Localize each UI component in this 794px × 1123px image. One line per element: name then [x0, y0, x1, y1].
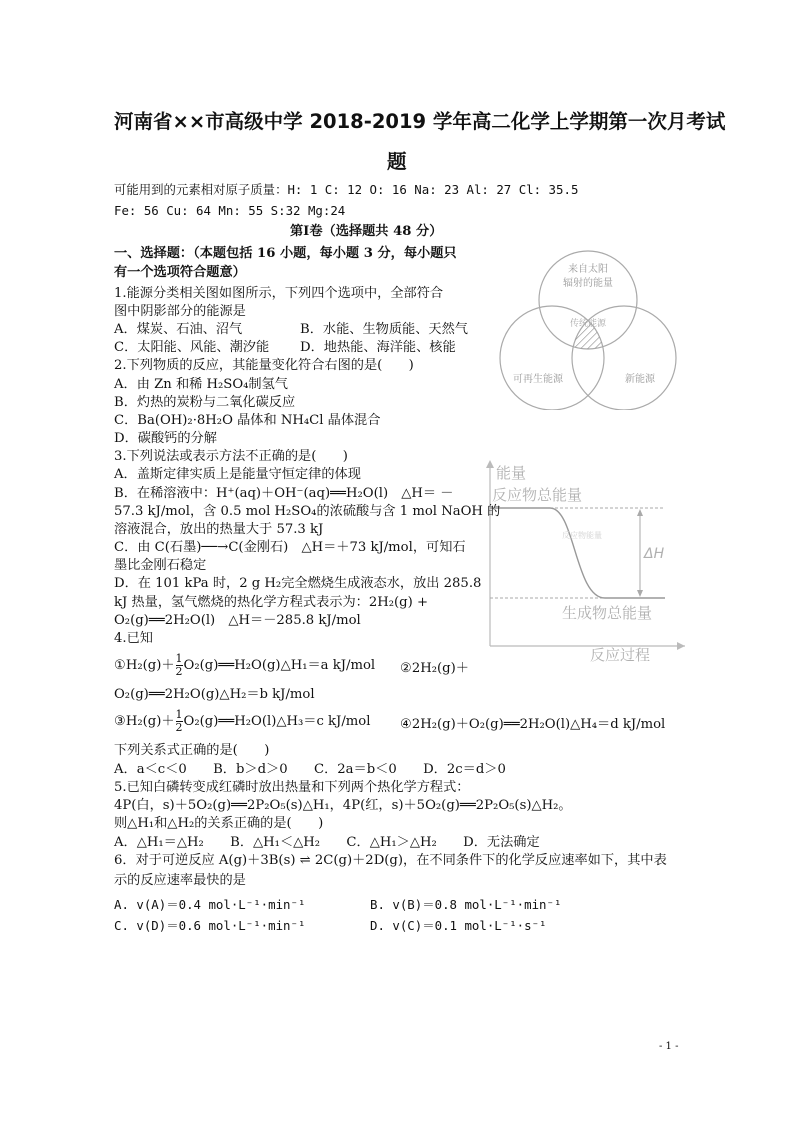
q1-stem-continued: 图中阴影部分的能源是: [114, 304, 246, 319]
q2-option-b: B．灼热的炭粉与二氧化碳反应: [114, 395, 296, 410]
q1-option-c: C．太阳能、风能、潮汐能: [114, 340, 270, 355]
venn-top-label: 来自太阳: [568, 264, 608, 275]
q2-option-c: C．Ba(OH)₂·8H₂O 晶体和 NH₄Cl 晶体混合: [114, 413, 381, 428]
energy-profile-diagram: [480, 456, 690, 666]
q3-option-b-line3: 溶液混合，放出的热量大于 57.3 kJ: [114, 522, 324, 537]
q4-question: 下列关系式正确的是( ): [114, 743, 270, 758]
energy-venn-diagram: [488, 250, 688, 410]
q5-question: 则△H₁和△H₂的关系正确的是( ): [114, 816, 324, 831]
q1-stem: 1.能源分类相关图如图所示，下列四个选项中，全部符合: [114, 286, 444, 301]
q4-eq1-part-a: ①H₂(g)＋: [114, 658, 175, 673]
venn-center-label: 传统能源: [569, 319, 607, 329]
q3-option-a: A．盖斯定律实质上是能量守恒定律的体现: [114, 467, 361, 482]
curve-label: 反应物能量: [562, 531, 602, 540]
fraction-one-half: [176, 653, 183, 678]
q4-eq3-part-b: O₂(g)══H₂O(l)△H₃＝c kJ/mol: [183, 714, 371, 729]
page-title: 河南省××市高级中学 2018-2019 学年高二化学上学期第一次月考试: [114, 110, 726, 133]
venn-top-label-2: 辐射的能量: [563, 278, 613, 289]
q4-equation-2-continued: O₂(g)══2H₂O(g)△H₂＝b kJ/mol: [114, 687, 315, 702]
q6-stem-continued: 示的反应速率最快的是: [114, 873, 246, 888]
q4-equation-1: [114, 653, 375, 678]
q2-option-d: D．碳酸钙的分解: [114, 431, 217, 446]
q4-equation-4: ④2H₂(g)＋O₂(g)══2H₂O(l)△H₄＝d kJ/mol: [400, 717, 666, 732]
section-title: 第Ⅰ卷（选择题共 48 分）: [290, 224, 443, 239]
q2-option-a: A．由 Zn 和稀 H₂SO₄制氢气: [114, 377, 288, 392]
q1-option-a: A．煤炭、石油、沼气: [114, 322, 243, 337]
fraction-one-half: [176, 709, 183, 734]
atomic-masses-line1: 可能用到的元素相对原子质量：H: 1 C: 12 O: 16 Na: 23 Al: 27 Cl: 35.5: [114, 182, 579, 197]
product-energy-label: 生成物总能量: [562, 604, 653, 622]
section-heading: 一、选择题：（本题包括 16 小题，每小题 3 分，每小题只: [114, 246, 457, 261]
q4-stem: 4.已知: [114, 631, 153, 646]
page-number: - 1 -: [659, 1041, 679, 1052]
reaction-progress-label: 反应过程: [590, 646, 651, 664]
q4-eq1-part-b: O₂(g)══H₂O(g)△H₁＝a kJ/mol: [183, 658, 376, 673]
venn-left-label: 可再生能源: [513, 374, 563, 385]
q2-stem: 2.下列物质的反应，其能量变化符合右图的是( ): [114, 358, 414, 373]
energy-axis-label: 能量: [496, 464, 527, 482]
q6-option-c: C. v(D)＝0.6 mol·L⁻¹·min⁻¹: [114, 918, 306, 933]
q5-equations: 4P(白，s)＋5O₂(g)══2P₂O₅(s)△H₁，4P(红，s)＋5O₂(g)══2P₂O₅(s)△H₂。: [114, 798, 572, 813]
q4-equation-3: [114, 709, 370, 734]
q3-option-c: C．由 C(石墨)──→C(金刚石) △H＝＋73 kJ/mol，可知石: [114, 540, 466, 555]
q3-option-d-line2: kJ 热量，氢气燃烧的热化学方程式表示为：2H₂(g) +: [114, 595, 428, 610]
q1-option-d: D．地热能、海洋能、核能: [300, 340, 456, 355]
q4-eq3-part-a: ③H₂(g)＋: [114, 714, 175, 729]
q3-option-b-line2: 57.3 kJ/mol，含 0.5 mol H₂SO₄的浓硫酸与含 1 mol NaOH 的: [114, 504, 501, 519]
section-heading-continued: 有一个选项符合题意）: [114, 265, 246, 280]
fraction-numerator: 1: [175, 708, 183, 721]
fraction-numerator: 1: [175, 652, 183, 665]
venn-right-label: 新能源: [625, 374, 655, 385]
q3-option-d-line3: O₂(g)══2H₂O(l) △H＝－285.8 kJ/mol: [114, 613, 361, 628]
q4-equation-2: ②2H₂(g)＋: [400, 661, 469, 676]
fraction-denominator: 2: [175, 721, 183, 734]
q4-options: A．a＜c＜0 B．b＞d＞0 C．2a＝b＜0 D．2c＝d＞0: [114, 762, 506, 777]
atomic-masses-line2: Fe: 56 Cu: 64 Mn: 55 S:32 Mg:24: [114, 203, 346, 218]
q6-option-b: B. v(B)＝0.8 mol·L⁻¹·min⁻¹: [370, 897, 562, 912]
q3-option-d: D．在 101 kPa 时，2 g H₂完全燃烧生成液态水，放出 285.8: [114, 576, 482, 591]
q3-option-b: B．在稀溶液中：H⁺(aq)＋OH⁻(aq)══H₂O(l) △H＝ －: [114, 486, 454, 501]
fraction-denominator: 2: [175, 665, 183, 678]
q5-stem: 5.已知白磷转变成红磷时放出热量和下列两个热化学方程式：: [114, 780, 470, 795]
q3-stem: 3.下列说法或表示方法不正确的是( ): [114, 449, 348, 464]
q3-option-c-line2: 墨比金刚石稳定: [114, 558, 207, 573]
q1-option-b: B．水能、生物质能、天然气: [300, 322, 468, 337]
delta-h-label: ΔH: [644, 546, 665, 562]
q6-stem: 6．对于可逆反应 A(g)＋3B(s) ⇌ 2C(g)＋2D(g)，在不同条件下的化学反应速率如下，其中表: [114, 853, 667, 868]
reactant-energy-label: 反应物总能量: [492, 486, 583, 504]
q5-options: A．△H₁＝△H₂ B．△H₁＜△H₂ C．△H₁＞△H₂ D．无法确定: [114, 835, 540, 850]
page-title-continued: 题: [387, 150, 407, 173]
q6-option-d: D. v(C)＝0.1 mol·L⁻¹·s⁻¹: [370, 918, 547, 933]
q6-option-a: A. v(A)＝0.4 mol·L⁻¹·min⁻¹: [114, 897, 306, 912]
